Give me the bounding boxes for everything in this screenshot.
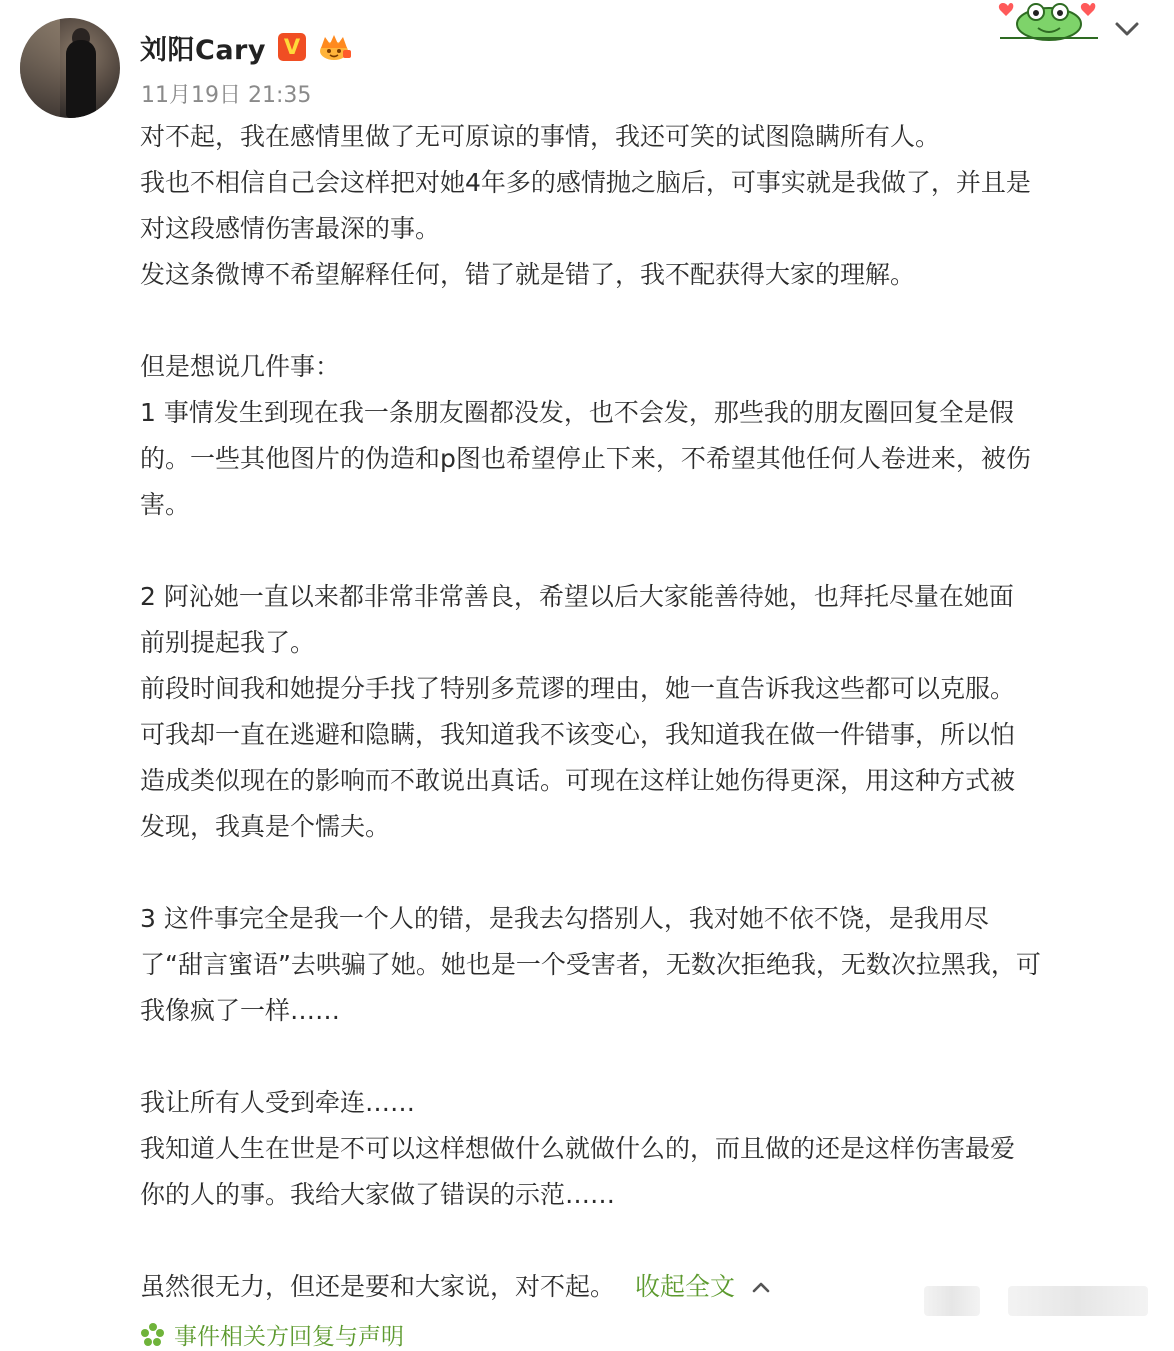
blurred-region <box>1008 1286 1148 1316</box>
post-text-line: 2 阿沁她一直以来都非常非常善良，希望以后大家能善待她，也拜托尽量在她面 <box>140 582 1014 611</box>
post-text-line: 发现，我真是个懦夫。 <box>140 812 391 841</box>
collapse-label: 收起全文 <box>635 1272 736 1301</box>
post-timestamp[interactable]: 11月19日 21:35 <box>141 83 312 108</box>
post-text-line: 我让所有人受到牵连…… <box>140 1088 416 1117</box>
post-header <box>140 28 352 66</box>
post-text-line: 对这段感情伤害最深的事。 <box>140 214 441 243</box>
username[interactable]: 刘阳Cary <box>140 34 266 66</box>
post-text-line: 3 这件事完全是我一个人的错，是我去勾搭别人，我对她不依不饶，是我用尽 <box>140 904 989 933</box>
crown-vip-icon[interactable] <box>316 32 352 62</box>
post-text-line: 对不起，我在感情里做了无可原谅的事情，我还可笑的试图隐瞒所有人。 <box>140 122 941 151</box>
frog-sticker-icon <box>994 0 1104 44</box>
chevron-down-icon[interactable] <box>1110 12 1144 46</box>
post-text-line: 前别提起我了。 <box>140 628 316 657</box>
post-text-line: 前段时间我和她提分手找了特别多荒谬的理由，她一直告诉我这些都可以克服。 <box>140 674 1016 703</box>
related-statement-link[interactable] <box>140 1318 404 1351</box>
flower-link-icon <box>140 1322 166 1348</box>
post-text-line: 但是想说几件事： <box>140 352 341 381</box>
post-text-line: 我像疯了一样…… <box>140 996 341 1025</box>
post-text-line: 你的人的事。我给大家做了错误的示范…… <box>140 1180 616 1209</box>
collapse-full-text-button[interactable] <box>635 1264 771 1310</box>
post-text-line: 1 事情发生到现在我一条朋友圈都没发，也不会发，那些我的朋友圈回复全是假 <box>140 398 1014 427</box>
post-text-line: 虽然很无力，但还是要和大家说，对不起。 <box>140 1272 616 1301</box>
post-body <box>140 114 1150 1310</box>
post-text-line: 可我却一直在逃避和隐瞒，我知道我不该变心，我知道我在做一件错事，所以怕 <box>140 720 1016 749</box>
post-text-line: 发这条微博不希望解释任何，错了就是错了，我不配获得大家的理解。 <box>140 260 916 289</box>
post-text-line: 了“甜言蜜语”去哄骗了她。她也是一个受害者，无数次拒绝我，无数次拉黑我，可 <box>140 950 1041 979</box>
avatar[interactable] <box>20 18 120 118</box>
post-last-line <box>140 1264 1150 1310</box>
related-link-label: 事件相关方回复与声明 <box>174 1324 404 1350</box>
verified-v-icon: V <box>278 33 306 61</box>
blurred-region <box>924 1286 980 1316</box>
chevron-up-icon <box>751 1280 771 1294</box>
post-text-line: 我也不相信自己会这样把对她4年多的感情抛之脑后，可事实就是我做了，并且是 <box>140 168 1031 197</box>
post-text-line: 害。 <box>140 490 191 519</box>
post-text-line: 我知道人生在世是不可以这样想做什么就做什么的，而且做的还是这样伤害最爱 <box>140 1134 1016 1163</box>
post-text-line: 造成类似现在的影响而不敢说出真话。可现在这样让她伤得更深，用这种方式被 <box>140 766 1016 795</box>
post-text-line: 的。一些其他图片的伪造和p图也希望停止下来，不希望其他任何人卷进来，被伤 <box>140 444 1031 473</box>
